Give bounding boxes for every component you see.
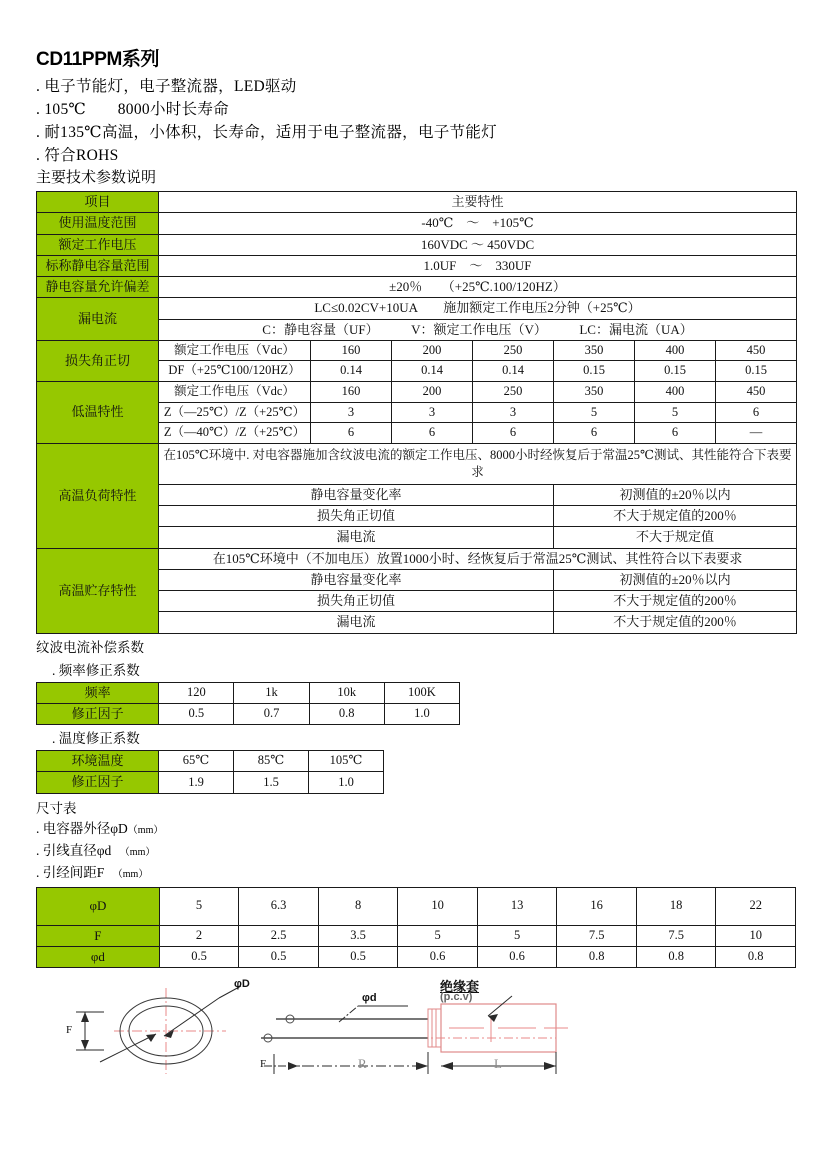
high-temp-load-item-value: 不大于规定值 — [554, 527, 797, 548]
lowtemp-voltage-value: 450 — [716, 382, 797, 403]
high-temp-load-item-name: 静电容量变化率 — [159, 484, 554, 505]
dimension-note-text: . 电容器外径φD — [36, 820, 128, 836]
ripple-section-title: 纹波电流补偿系数 — [36, 639, 144, 655]
table-row — [37, 298, 797, 319]
dimension-note-unit: （mm） — [127, 824, 164, 836]
dim-F-value: 10 — [716, 925, 796, 946]
df-row-label-df: DF（+25℃100/120HZ） — [159, 361, 311, 382]
table-row — [37, 255, 797, 276]
freq-factor-value: 0.5 — [159, 703, 234, 724]
page-content — [36, 48, 796, 1126]
high-temp-storage-item-name: 漏电流 — [159, 612, 554, 633]
dim-F-value: 7.5 — [636, 925, 716, 946]
df-value: 0.14 — [311, 361, 392, 382]
dim-F-value: 2.5 — [239, 925, 319, 946]
freq-factor-label: 修正因子 — [37, 703, 159, 724]
table-row — [37, 682, 460, 703]
spec-label-rated-voltage: 额定工作电压 — [37, 234, 159, 255]
freq-factor-value: 1.0 — [384, 703, 459, 724]
spec-head-item: 项目 — [37, 192, 159, 213]
dim-F-value: 5 — [398, 925, 478, 946]
df-voltage-value: 200 — [392, 340, 473, 361]
dim-phiD-value: 6.3 — [239, 887, 319, 925]
df-voltage-value: 250 — [473, 340, 554, 361]
dim-phid-value: 0.6 — [477, 946, 557, 967]
lowtemp-row-label-z40: Z（—40℃）/Z（+25℃） — [159, 423, 311, 444]
df-value: 0.14 — [392, 361, 473, 382]
table-row — [37, 213, 797, 234]
table-row — [37, 703, 460, 724]
spec-section-label: 主要技术参数说明 — [36, 170, 157, 186]
drawing-label-L: L — [494, 1056, 502, 1072]
dim-phiD-value: 10 — [398, 887, 478, 925]
table-row — [37, 382, 797, 403]
freq-value: 10k — [309, 682, 384, 703]
dim-F-value: 7.5 — [557, 925, 637, 946]
df-voltage-value: 160 — [311, 340, 392, 361]
table-row — [37, 772, 384, 793]
lowtemp-voltage-value: 400 — [635, 382, 716, 403]
lowtemp-z40-value: 6 — [635, 423, 716, 444]
freq-factor-value: 0.7 — [234, 703, 309, 724]
series-title: CD11PPM系列 — [36, 49, 160, 70]
side-view-drawing — [261, 996, 568, 1074]
df-row-label-voltage: 额定工作电压（Vdc） — [159, 340, 311, 361]
dimension-table — [36, 887, 796, 969]
drawing-label-phiD: φD — [234, 978, 250, 991]
feature-bullet: . 耐135℃高温，小体积，长寿命，适用于电子整流器，电子节能灯 — [36, 124, 497, 141]
df-voltage-value: 450 — [716, 340, 797, 361]
lowtemp-z25-value: 3 — [473, 402, 554, 423]
spec-value-temp-range: -40℃ ～ +105℃ — [159, 213, 797, 234]
high-temp-load-item-name: 漏电流 — [159, 527, 554, 548]
lowtemp-row-label-z25: Z（—25℃）/Z（+25℃） — [159, 402, 311, 423]
lowtemp-z25-value: 5 — [554, 402, 635, 423]
freq-value: 100K — [384, 682, 459, 703]
lowtemp-z40-value: 6 — [473, 423, 554, 444]
table-row — [37, 925, 796, 946]
lowtemp-z25-value: 5 — [635, 402, 716, 423]
table-row — [37, 887, 796, 925]
dim-phiD-value: 13 — [477, 887, 557, 925]
temperature-correction-table — [36, 750, 384, 794]
table-row — [37, 340, 797, 361]
high-temp-storage-item-value: 初测值的±20％以内 — [554, 569, 797, 590]
dimension-note-unit: （mm） — [124, 846, 156, 858]
lowtemp-z40-value: 6 — [311, 423, 392, 444]
lowtemp-voltage-value: 350 — [554, 382, 635, 403]
drawing-label-sleeve-material: (p.c.v) — [440, 991, 473, 1004]
drawing-svg — [36, 976, 796, 1126]
spec-value-leakage-formula: LC≤0.02CV+10UA 施加额定工作电压2分钟（+25℃） — [159, 298, 797, 319]
lowtemp-z25-value: 3 — [311, 402, 392, 423]
high-temp-load-item-value: 不大于规定值的200％ — [554, 506, 797, 527]
temp-factor-value: 1.5 — [234, 772, 309, 793]
freq-value: 120 — [159, 682, 234, 703]
dim-phid-value: 0.6 — [398, 946, 478, 967]
spec-value-capacitance-range: 1.0UF ～ 330UF — [159, 255, 797, 276]
lowtemp-z40-value: — — [716, 423, 797, 444]
dim-row-label-phiD: φD — [37, 887, 160, 925]
temperature-factor-caption: . 温度修正系数 — [52, 731, 140, 747]
high-temp-load-item-name: 损失角正切值 — [159, 506, 554, 527]
high-temp-storage-item-name: 静电容量变化率 — [159, 569, 554, 590]
dim-phiD-value: 8 — [318, 887, 398, 925]
spec-label-temp-range: 使用温度范围 — [37, 213, 159, 234]
spec-value-rated-voltage: 160VDC ～ 450VDC — [159, 234, 797, 255]
dim-phid-value: 0.8 — [636, 946, 716, 967]
df-value: 0.15 — [635, 361, 716, 382]
spec-label-capacitance-range: 标称静电容量范围 — [37, 255, 159, 276]
table-row — [37, 234, 797, 255]
dimension-note — [36, 863, 796, 885]
high-temp-storage-item-value: 不大于规定值的200％ — [554, 591, 797, 612]
dimension-section-title: 尺寸表 — [36, 800, 77, 816]
dimension-note — [36, 819, 796, 841]
spec-label-loss-tangent: 损失角正切 — [37, 340, 159, 381]
spec-label-leakage-current: 漏电流 — [37, 298, 159, 341]
spec-label-low-temp: 低温特性 — [37, 382, 159, 444]
spec-value-capacitance-tolerance: ±20％ （+25℃.100/120HZ） — [159, 277, 797, 298]
high-temp-storage-note: 在105℃环境中（不加电压）放置1000小时、经恢复后于常温25℃测试、其性符合以下表要求 — [159, 548, 797, 569]
df-value: 0.15 — [716, 361, 797, 382]
table-row — [37, 548, 797, 569]
lowtemp-z40-value: 6 — [554, 423, 635, 444]
drawing-label-R: R — [358, 1056, 367, 1072]
lowtemp-z25-value: 3 — [392, 402, 473, 423]
capacitor-outline-drawing — [36, 976, 796, 1126]
top-view-drawing — [76, 986, 241, 1074]
drawing-label-F-left: F — [66, 1024, 73, 1037]
spec-label-high-temp-storage: 高温贮存特性 — [37, 548, 159, 633]
frequency-correction-table — [36, 682, 460, 726]
feature-bullet-list — [36, 75, 796, 167]
dim-phid-value: 0.5 — [159, 946, 239, 967]
temp-value: 85℃ — [234, 751, 309, 772]
df-value: 0.14 — [473, 361, 554, 382]
dim-phid-value: 0.8 — [716, 946, 796, 967]
lowtemp-voltage-value: 200 — [392, 382, 473, 403]
table-row — [37, 192, 797, 213]
dim-F-value: 5 — [477, 925, 557, 946]
temp-factor-value: 1.0 — [309, 772, 384, 793]
dim-F-value: 2 — [159, 925, 239, 946]
dimension-note — [36, 841, 796, 863]
high-temp-storage-item-name: 损失角正切值 — [159, 591, 554, 612]
drawing-label-F-right: F — [260, 1058, 267, 1071]
feature-bullet: . 105℃ 8000小时长寿命 — [36, 101, 229, 118]
frequency-factor-caption: . 频率修正系数 — [52, 662, 140, 678]
spec-label-capacitance-tolerance: 静电容量允许偏差 — [37, 277, 159, 298]
freq-factor-value: 0.8 — [309, 703, 384, 724]
dim-phiD-value: 5 — [159, 887, 239, 925]
table-row — [37, 443, 797, 484]
page-title — [36, 48, 796, 72]
table-row — [37, 277, 797, 298]
freq-row-label: 频率 — [37, 682, 159, 703]
dim-phid-value: 0.5 — [239, 946, 319, 967]
spec-value-leakage-legend: C：静电容量（UF） V：额定工作电压（V） LC：漏电流（UA） — [159, 319, 797, 340]
dim-phid-value: 0.8 — [557, 946, 637, 967]
dim-phiD-value: 18 — [636, 887, 716, 925]
dim-row-label-F: F — [37, 925, 160, 946]
freq-value: 1k — [234, 682, 309, 703]
feature-bullet: . 符合ROHS — [36, 147, 119, 164]
dimension-note-text: . 引经间距F — [36, 864, 118, 880]
df-value: 0.15 — [554, 361, 635, 382]
dimension-note-unit: （mm） — [117, 868, 149, 880]
temp-factor-label: 修正因子 — [37, 772, 159, 793]
lowtemp-z25-value: 6 — [716, 402, 797, 423]
dim-phiD-value: 22 — [716, 887, 796, 925]
temp-value: 65℃ — [159, 751, 234, 772]
drawing-label-phid: φd — [362, 992, 377, 1005]
spec-label-high-temp-load: 高温负荷特性 — [37, 443, 159, 548]
dim-phid-value: 0.5 — [318, 946, 398, 967]
high-temp-load-item-value: 初测值的±20％以内 — [554, 484, 797, 505]
dimension-note-text: . 引线直径φd — [36, 842, 125, 858]
temp-value: 105℃ — [309, 751, 384, 772]
high-temp-storage-item-value: 不大于规定值的200％ — [554, 612, 797, 633]
dim-F-value: 3.5 — [318, 925, 398, 946]
df-voltage-value: 400 — [635, 340, 716, 361]
lowtemp-z40-value: 6 — [392, 423, 473, 444]
temp-row-label: 环境温度 — [37, 751, 159, 772]
feature-bullet: . 电子节能灯，电子整流器，LED驱动 — [36, 78, 297, 95]
spec-head-characteristic: 主要特性 — [159, 192, 797, 213]
table-row — [37, 751, 384, 772]
table-row — [37, 946, 796, 967]
drawing-label-sleeve: 绝缘套 — [440, 979, 480, 995]
temp-factor-value: 1.9 — [159, 772, 234, 793]
dim-phiD-value: 16 — [557, 887, 637, 925]
main-spec-table — [36, 191, 797, 634]
lowtemp-voltage-value: 250 — [473, 382, 554, 403]
high-temp-load-note: 在105℃环境中. 对电容器施加含纹波电流的额定工作电压、8000小时经恢复后于常温25℃测试、其性能符合下表要求 — [159, 443, 797, 484]
lowtemp-voltage-value: 160 — [311, 382, 392, 403]
dim-row-label-phid: φd — [37, 946, 160, 967]
lowtemp-row-label-voltage: 额定工作电压（Vdc） — [159, 382, 311, 403]
df-voltage-value: 350 — [554, 340, 635, 361]
